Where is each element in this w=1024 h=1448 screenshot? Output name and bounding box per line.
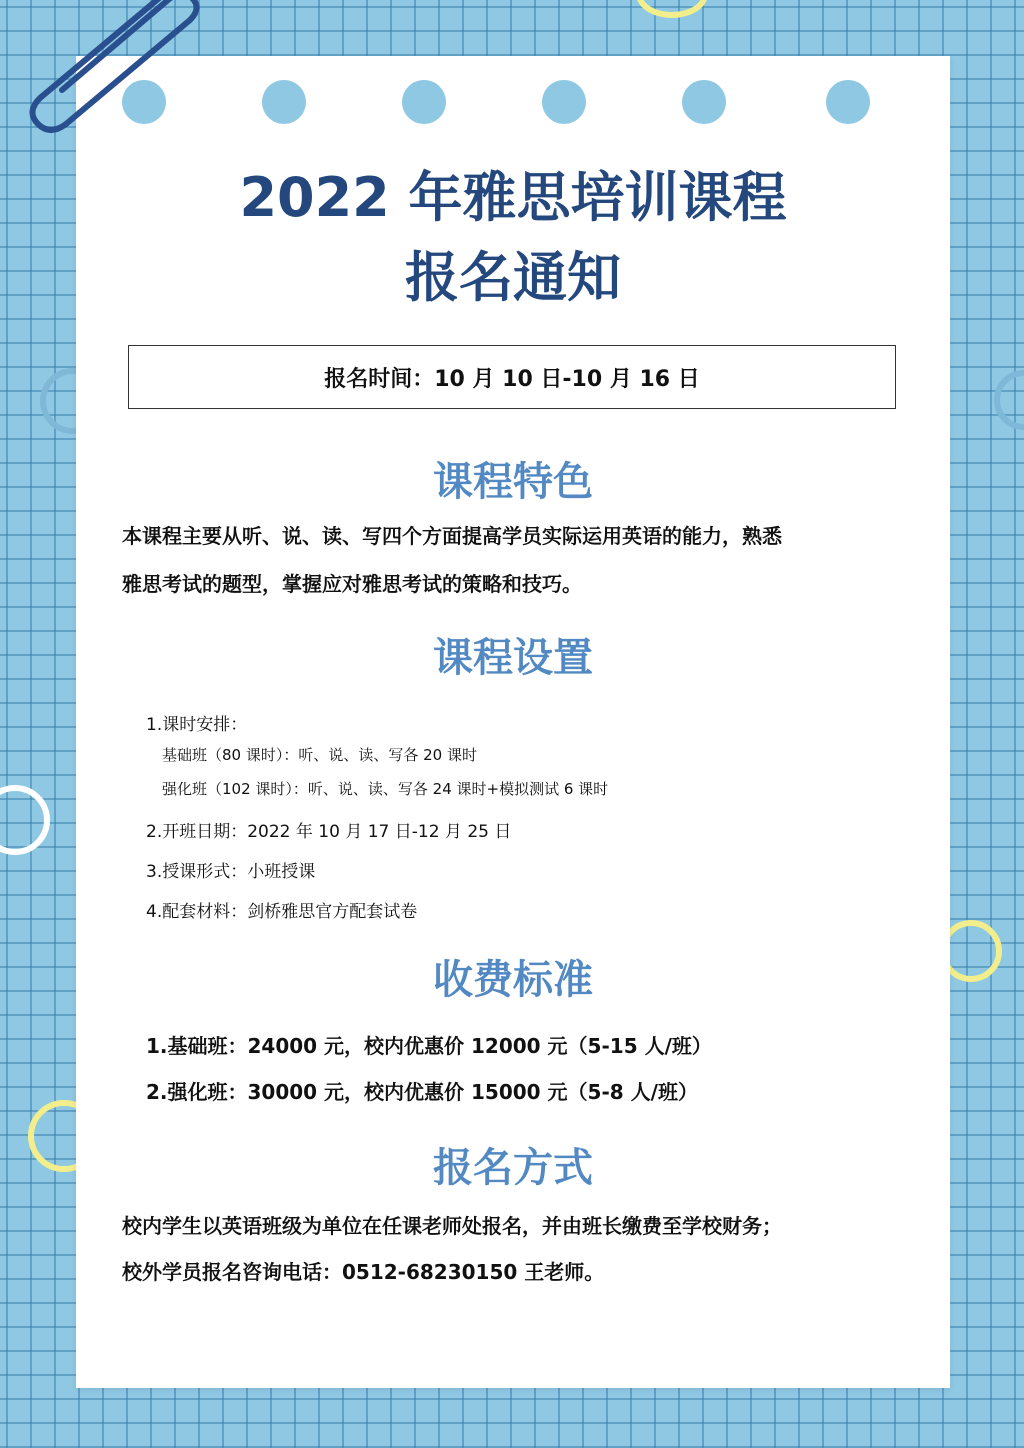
setup-item-materials: 4.配套材料：剑桥雅思官方配套试卷 (146, 902, 418, 922)
page-title: 2022 年雅思培训课程 (239, 166, 787, 229)
decor-ring (0, 785, 50, 855)
binder-hole (682, 80, 726, 124)
setup-item-start-date: 2.开班日期：2022 年 10 月 17 日-12 月 25 日 (146, 822, 512, 842)
binder-hole (402, 80, 446, 124)
setup-item-schedule: 1.课时安排： (146, 715, 248, 735)
section-heading-features: 课程特色 (433, 459, 593, 505)
decor-ring (636, 0, 708, 18)
setup-item-basic-class: 基础班（80 课时）：听、说、读、写各 20 课时 (162, 746, 477, 764)
decor-ring (994, 370, 1024, 430)
setup-item-format: 3.授课形式：小班授课 (146, 862, 316, 882)
section-heading-signup: 报名方式 (433, 1145, 593, 1191)
fee-item-basic: 1.基础班：24000 元，校内优惠价 12000 元（5-15 人/班） (146, 1034, 712, 1058)
signup-text-line1: 校内学生以英语班级为单位在任课老师处报名，并由班长缴费至学校财务； (122, 1214, 782, 1238)
registration-time-box (128, 345, 896, 409)
features-text-line2: 雅思考试的题型，掌握应对雅思考试的策略和技巧。 (122, 572, 582, 596)
setup-item-advanced-class: 强化班（102 课时）：听、说、读、写各 24 课时+模拟测试 6 课时 (162, 780, 609, 798)
binder-hole (826, 80, 870, 124)
registration-time: 报名时间：10 月 10 日-10 月 16 日 (324, 366, 700, 392)
fee-item-advanced: 2.强化班：30000 元，校内优惠价 15000 元（5-8 人/班） (146, 1080, 698, 1104)
section-heading-setup: 课程设置 (433, 635, 593, 681)
paper-clip-icon (14, 0, 204, 150)
section-heading-fees: 收费标准 (433, 957, 593, 1003)
binder-hole (262, 80, 306, 124)
features-text-line1: 本课程主要从听、说、读、写四个方面提高学员实际运用英语的能力，熟悉 (122, 524, 782, 548)
binder-hole (542, 80, 586, 124)
signup-text-line2: 校外学员报名咨询电话：0512-68230150 王老师。 (122, 1260, 605, 1284)
page-subtitle: 报名通知 (405, 246, 621, 309)
